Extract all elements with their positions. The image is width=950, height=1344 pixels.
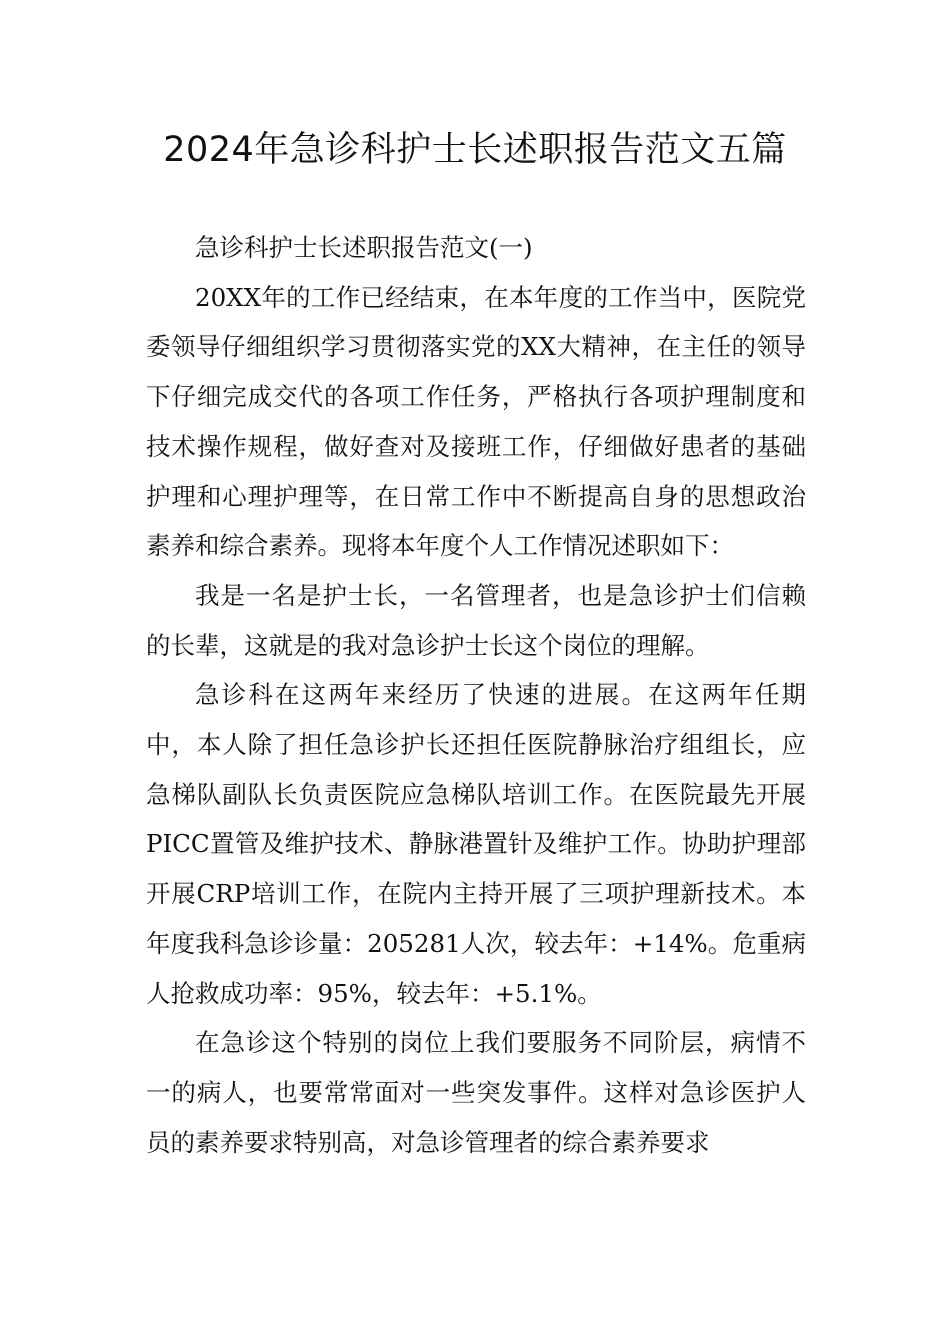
document-body bbox=[146, 223, 806, 1167]
paragraph-progress: 急诊科在这两年来经历了快速的进展。在这两年任期中，本人除了担任急诊护长还担任医院静脉治疗组组长，应急梯队副队长负责医院应急梯队培训工作。在医院最先开展PICC置管及维护技术、静脉港置针及维护工作。协助护理部开展CRP培训工作，在院内主持开展了三项护理新技术。本年度我科急诊诊量：205281人次，较去年：+14%。危重病人抢救成功率：95%，较去年：+5.1%。 bbox=[146, 680, 806, 1008]
paragraph-intro: 20XX年的工作已经结束，在本年度的工作当中，医院党委领导仔细组织学习贯彻落实党的XX大精神，在主任的领导下仔细完成交代的各项工作任务，严格执行各项护理制度和技术操作规程，做好查对及接班工作，仔细做好患者的基础护理和心理护理等，在日常工作中不断提高自身的思想政治素养和综合素养。现将本年度个人工作情况述职如下： bbox=[146, 282, 806, 561]
paragraph-requirements: 在急诊这个特别的岗位上我们要服务不同阶层，病情不一的病人，也要常常面对一些突发事件。这样对急诊医护人员的素养要求特别高，对急诊管理者的综合素养要求 bbox=[146, 1028, 806, 1157]
paragraph-role: 我是一名是护士长，一名管理者，也是急诊护士们信赖的长辈，这就是的我对急诊护士长这个岗位的理解。 bbox=[146, 580, 806, 660]
document-title: 2024年急诊科护士长述职报告范文五篇 bbox=[163, 130, 787, 170]
section-heading: 急诊科护士长述职报告范文(一) bbox=[195, 233, 533, 262]
